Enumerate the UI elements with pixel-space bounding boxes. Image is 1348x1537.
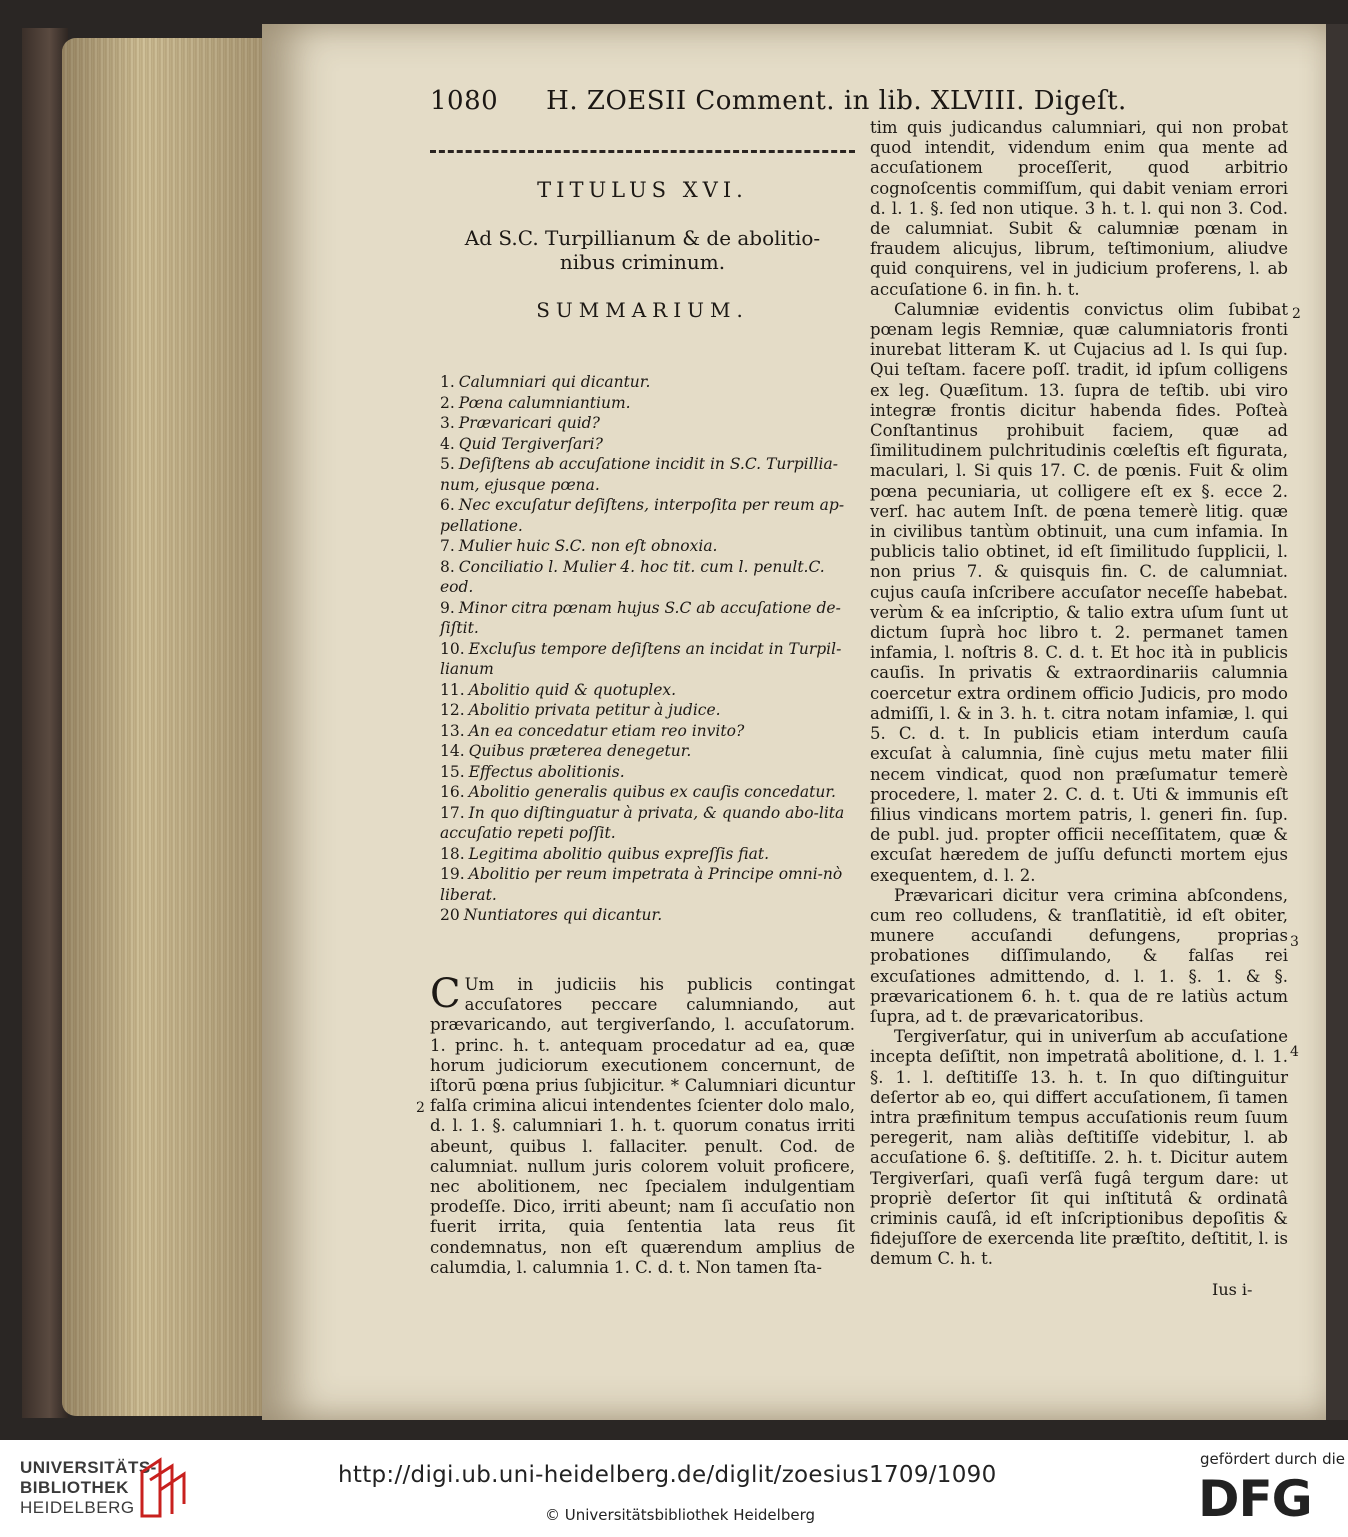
summary-item-text: Excluſus tempore deſiſtens an incidat in Turpil-lianum	[440, 639, 842, 678]
right-paragraph-1: tim quis judicandus calumniari, qui non probat quod intendit, videndum enim qua mente ad accuſationem proceſſerit, quod arbitrio cognoſcentis commiſſum, qui dabit veniam errori d. l. 1. §. ſed non utique. 3 h. t. l. qui non 3. Cod. de calumniat. Subit & calumniæ pœnam in fraudem alicujus, librum, teſtimonium, aliudve quid conquirens, vel in judicium proferens, l. ab accuſatione 6. in fin. h. t.	[870, 118, 1288, 299]
summary-item-text: Quibus præterea denegetur.	[468, 742, 692, 760]
summary-item	[440, 721, 860, 742]
right-column	[870, 118, 1288, 1270]
summary-item-number: 16.	[440, 783, 465, 801]
heading-line-1: Ad S.C. Turpillianum & de abolitio-	[464, 226, 821, 250]
summary-item	[440, 393, 860, 414]
titulus: TITULUS XVI.	[537, 178, 748, 202]
title-heading	[430, 226, 855, 274]
summary-item-text: Deſiſtens ab accuſatione incidit in S.C. Turpillia-num, ejusque pœna.	[440, 455, 838, 494]
summary-item-number: 7.	[440, 537, 455, 555]
permalink-url[interactable]: http://digi.ub.uni-heidelberg.de/diglit/zoesius1709/1090	[338, 1462, 997, 1488]
drop-cap: C	[430, 971, 461, 1017]
header-rule	[430, 150, 855, 153]
summary-item	[440, 680, 860, 701]
summary-item-text: Calumniari qui dicantur.	[458, 373, 651, 391]
summary-item	[440, 413, 860, 434]
summary-item-number: 20	[440, 906, 460, 924]
summary-item-number: 10.	[440, 639, 465, 658]
summary-item	[440, 557, 860, 598]
summary-item	[440, 536, 860, 557]
summary-item	[440, 639, 860, 680]
funded-by-text: gefördert durch die	[1200, 1450, 1345, 1468]
summary-item-text: Mulier huic S.C. non eſt obnoxia.	[458, 537, 718, 555]
summary-item	[440, 782, 860, 803]
summary-item-text: Nec excuſatur deſiſtens, interpoſita per reum ap-pellatione.	[440, 496, 845, 535]
summary-item	[440, 864, 860, 905]
library-logo-icon[interactable]	[138, 1456, 188, 1520]
summary-item-number: 6.	[440, 496, 455, 514]
summary-list	[440, 372, 860, 926]
summary-item-number: 11.	[440, 680, 465, 699]
summary-item-text: In quo diſtinguatur à privata, & quando abo-lita accuſatio repeti poſſit.	[440, 803, 845, 842]
page-number: 1080	[430, 86, 499, 116]
summary-item-text: Conciliatio l. Mulier 4. hoc tit. cum l. penult.C. eod.	[440, 557, 825, 596]
summary-item-number: 4.	[440, 434, 455, 453]
summary-item-text: Abolitio quid & quotuplex.	[468, 680, 677, 699]
margin-number-3: 3	[1290, 934, 1299, 950]
summary-item	[440, 454, 860, 495]
summary-item-number: 1.	[440, 373, 455, 391]
summary-item	[440, 700, 860, 721]
running-head	[430, 86, 1127, 116]
margin-number-4: 4	[1290, 1044, 1299, 1060]
summary-item-text: Effectus abolitionis.	[468, 762, 625, 781]
summary-item-number: 9.	[440, 598, 455, 617]
library-line-3: HEIDELBERG	[20, 1498, 135, 1517]
summary-item-number: 2.	[440, 393, 455, 412]
left-body: Um in judiciis his publicis contingat accuſatores peccare calumniando, aut prævaricando, aut tergiverſando, l. accuſatorum. 1. princ. h. t. antequam procedatur ad ea, quæ horum judiciorum executionem concernunt, de iſtorū pœna prius ſubjicitur. * Calumniari dicuntur falſa crimina alicui intendentes ſcienter dolo malo, d. l. 1. §. calumniari 1. h. t. quorum conatus irriti abeunt, quibus l. fallaciter. penult. Cod. de calumniat. nullum juris colorem voluit proficere, nec abolitionem, nec ſpecialem indulgentiam prodeſſe. Dico, irriti abeunt; nam ſi accuſatio non fuerit irrita, quia ſententia lata reus ſit condemnatus, non eſt quærendum amplius de calumdia, l. calumnia 1. C. d. t. Non tamen ſta-	[430, 975, 855, 1277]
summary-item-number: 19.	[440, 865, 465, 883]
margin-number-2-left: 2	[416, 1100, 425, 1116]
summary-item-text: Legitima abolitio quibus expreſſis fiat.	[468, 844, 770, 863]
summary-item	[440, 762, 860, 783]
summary-item-number: 13.	[440, 721, 465, 740]
left-paragraph	[430, 971, 855, 1278]
library-line-1: UNIVERSITÄTS-	[20, 1458, 157, 1477]
right-paragraph-2: Calumniæ evidentis convictus olim ſubibat pœnam legis Remniæ, quæ calumniatoris fronti inurebat litteram K. ut Cujacius ad l. Is qui ſup. Qui teſtam. facere poſſ. tradit, id ipſum colligens ex leg. Quæſitum. 13. ſupra de teſtib. ubi viro integræ frontis dicitur habenda fides. Poſteà Conſtantinus prohibuit faciem, quæ ad ſimilitudinem pulchritudinis cœleſtis eſt figurata, maculari, l. Si quis 17. C. de pœnis. Fuit & olim pœna pecuniaria, ut colligere eſt ex §. ecce 2. verſ. hac autem Inſt. de pœna temerè litig. quæ in civilibus tantùm obtinuit, una cum infamia. In publicis talio obtinet, id eſt ſimilitudo ſupplicii, l. non prius 7. & quisquis fin. C. de calumniat. cujus cauſa inſcribere accuſator neceſſe habebat. verùm & ea inſcriptio, & talio extra uſum ſunt ut dictum ſuprà hoc libro t. 2. permanet tamen infamia, l. noſtris 8. C. d. t. Et hoc ità in publicis cauſis. In privatis & extraordinariis calumnia coercetur extra ordinem officio Judicis, pro modo admiſſi, l. & in 3. h. t. citra notam infamiæ, l. qui 5. C. d. t. In publicis etiam interdum cauſa excuſat à calumnia, ſinè cujus metu mater filii necem vindicat, quod non præſumatur temerè procedere, l. mater 2. C. d. t. Uti & immunis eſt filius vindicans mortem patris, l. generi fin. ſup. de publ. jud. propter officii neceſſitatem, quæ & excuſat hæredem de juſſu defuncti mortem ejus exequentem, d. l. 2.	[870, 299, 1288, 885]
summary-item-number: 14.	[440, 742, 465, 760]
summary-item	[440, 598, 860, 639]
summary-item-text: Pœna calumniantium.	[458, 393, 631, 412]
summary-item	[440, 372, 860, 393]
summary-item-text: Quid Tergiverſari?	[458, 434, 603, 453]
summary-item	[440, 495, 860, 536]
right-paragraph-3: Prævaricari dicitur vera crimina abſcondens, cum reo colludens, & tranſlatitiè, id eſt obiter, munere accuſandi defungens, proprias probationes diſſimulando, & falſas rei excuſationes admittendo, d. l. 1. §. 1. & §. prævaricationem 6. h. t. qua de re latiùs actum ſupra, ad t. de prævaricatoribus.	[870, 885, 1288, 1026]
summary-item	[440, 741, 860, 762]
summary-item	[440, 803, 860, 844]
margin-number-2: 2	[1292, 306, 1301, 322]
left-body-text	[430, 971, 855, 1278]
summarium-heading: SUMMARIUM.	[536, 298, 749, 322]
summary-item	[440, 844, 860, 865]
summary-item-text: Abolitio privata petitur à judice.	[468, 701, 721, 719]
footer-bar	[0, 1440, 1348, 1537]
summary-item-number: 12.	[440, 701, 465, 719]
right-paragraph-4: Tergiverſatur, qui in univerſum ab accuſatione incepta deſiſtit, non impetratâ abolitione, d. l. 1. §. 1. l. deſtitiſſe 13. h. t. In quo diſtinguitur deſertor ab eo, qui differt accuſationem, ſi tamen intra præfinitum tempus accuſationis reum ſuum peregerit, nam aliàs deſtitiſſe videbitur, l. ab accuſatione 6. §. deſtitiſſe. 2. h. t. Dicitur autem Tergiverſari, quaſi verſâ fugâ tergum dare: ut propriè deſertor ſit qui inſtitutâ & ordinatâ criminis cauſâ, id eſt inſcriptionibus depoſitis & fidejuſſore de exercenda lite præſtito, deſtitit, l. is demum C. h. t.	[870, 1027, 1288, 1269]
summary-item-number: 8.	[440, 557, 455, 576]
summary-item	[440, 905, 860, 926]
right-edge	[1326, 24, 1348, 1420]
summary-item-number: 5.	[440, 455, 455, 473]
running-head-title: H. ZOESII Comment. in lib. XLVIII. Digeſt.	[546, 86, 1127, 116]
heading-line-2: nibus criminum.	[559, 250, 726, 274]
summary-item	[440, 434, 860, 455]
summary-item-number: 15.	[440, 762, 465, 781]
summary-item-number: 17.	[440, 803, 465, 822]
summary-item-text: An ea concedatur etiam reo invito?	[468, 721, 745, 740]
summary-item-number: 18.	[440, 844, 465, 863]
copyright-text: © Universitätsbibliothek Heidelberg	[545, 1506, 816, 1524]
page-edges-shade	[62, 38, 262, 1416]
library-line-2: BIBLIOTHEK	[20, 1478, 129, 1497]
summary-item-text: Abolitio generalis quibus ex cauſis concedatur.	[468, 783, 836, 801]
summary-item-text: Abolitio per reum impetrata à Principe omni-nò liberat.	[440, 865, 843, 904]
summary-item-text: Prævaricari quid?	[458, 414, 600, 432]
summary-item-text: Nuntiatores qui dicantur.	[463, 906, 663, 924]
summary-item-text: Minor citra pœnam hujus S.C ab accuſatione de-ſiſtit.	[440, 598, 841, 637]
catchword: Ius i-	[1212, 1280, 1253, 1299]
dfg-logo[interactable]: DFG	[1198, 1470, 1312, 1528]
summary-item-number: 3.	[440, 414, 455, 432]
library-name[interactable]	[20, 1458, 157, 1518]
